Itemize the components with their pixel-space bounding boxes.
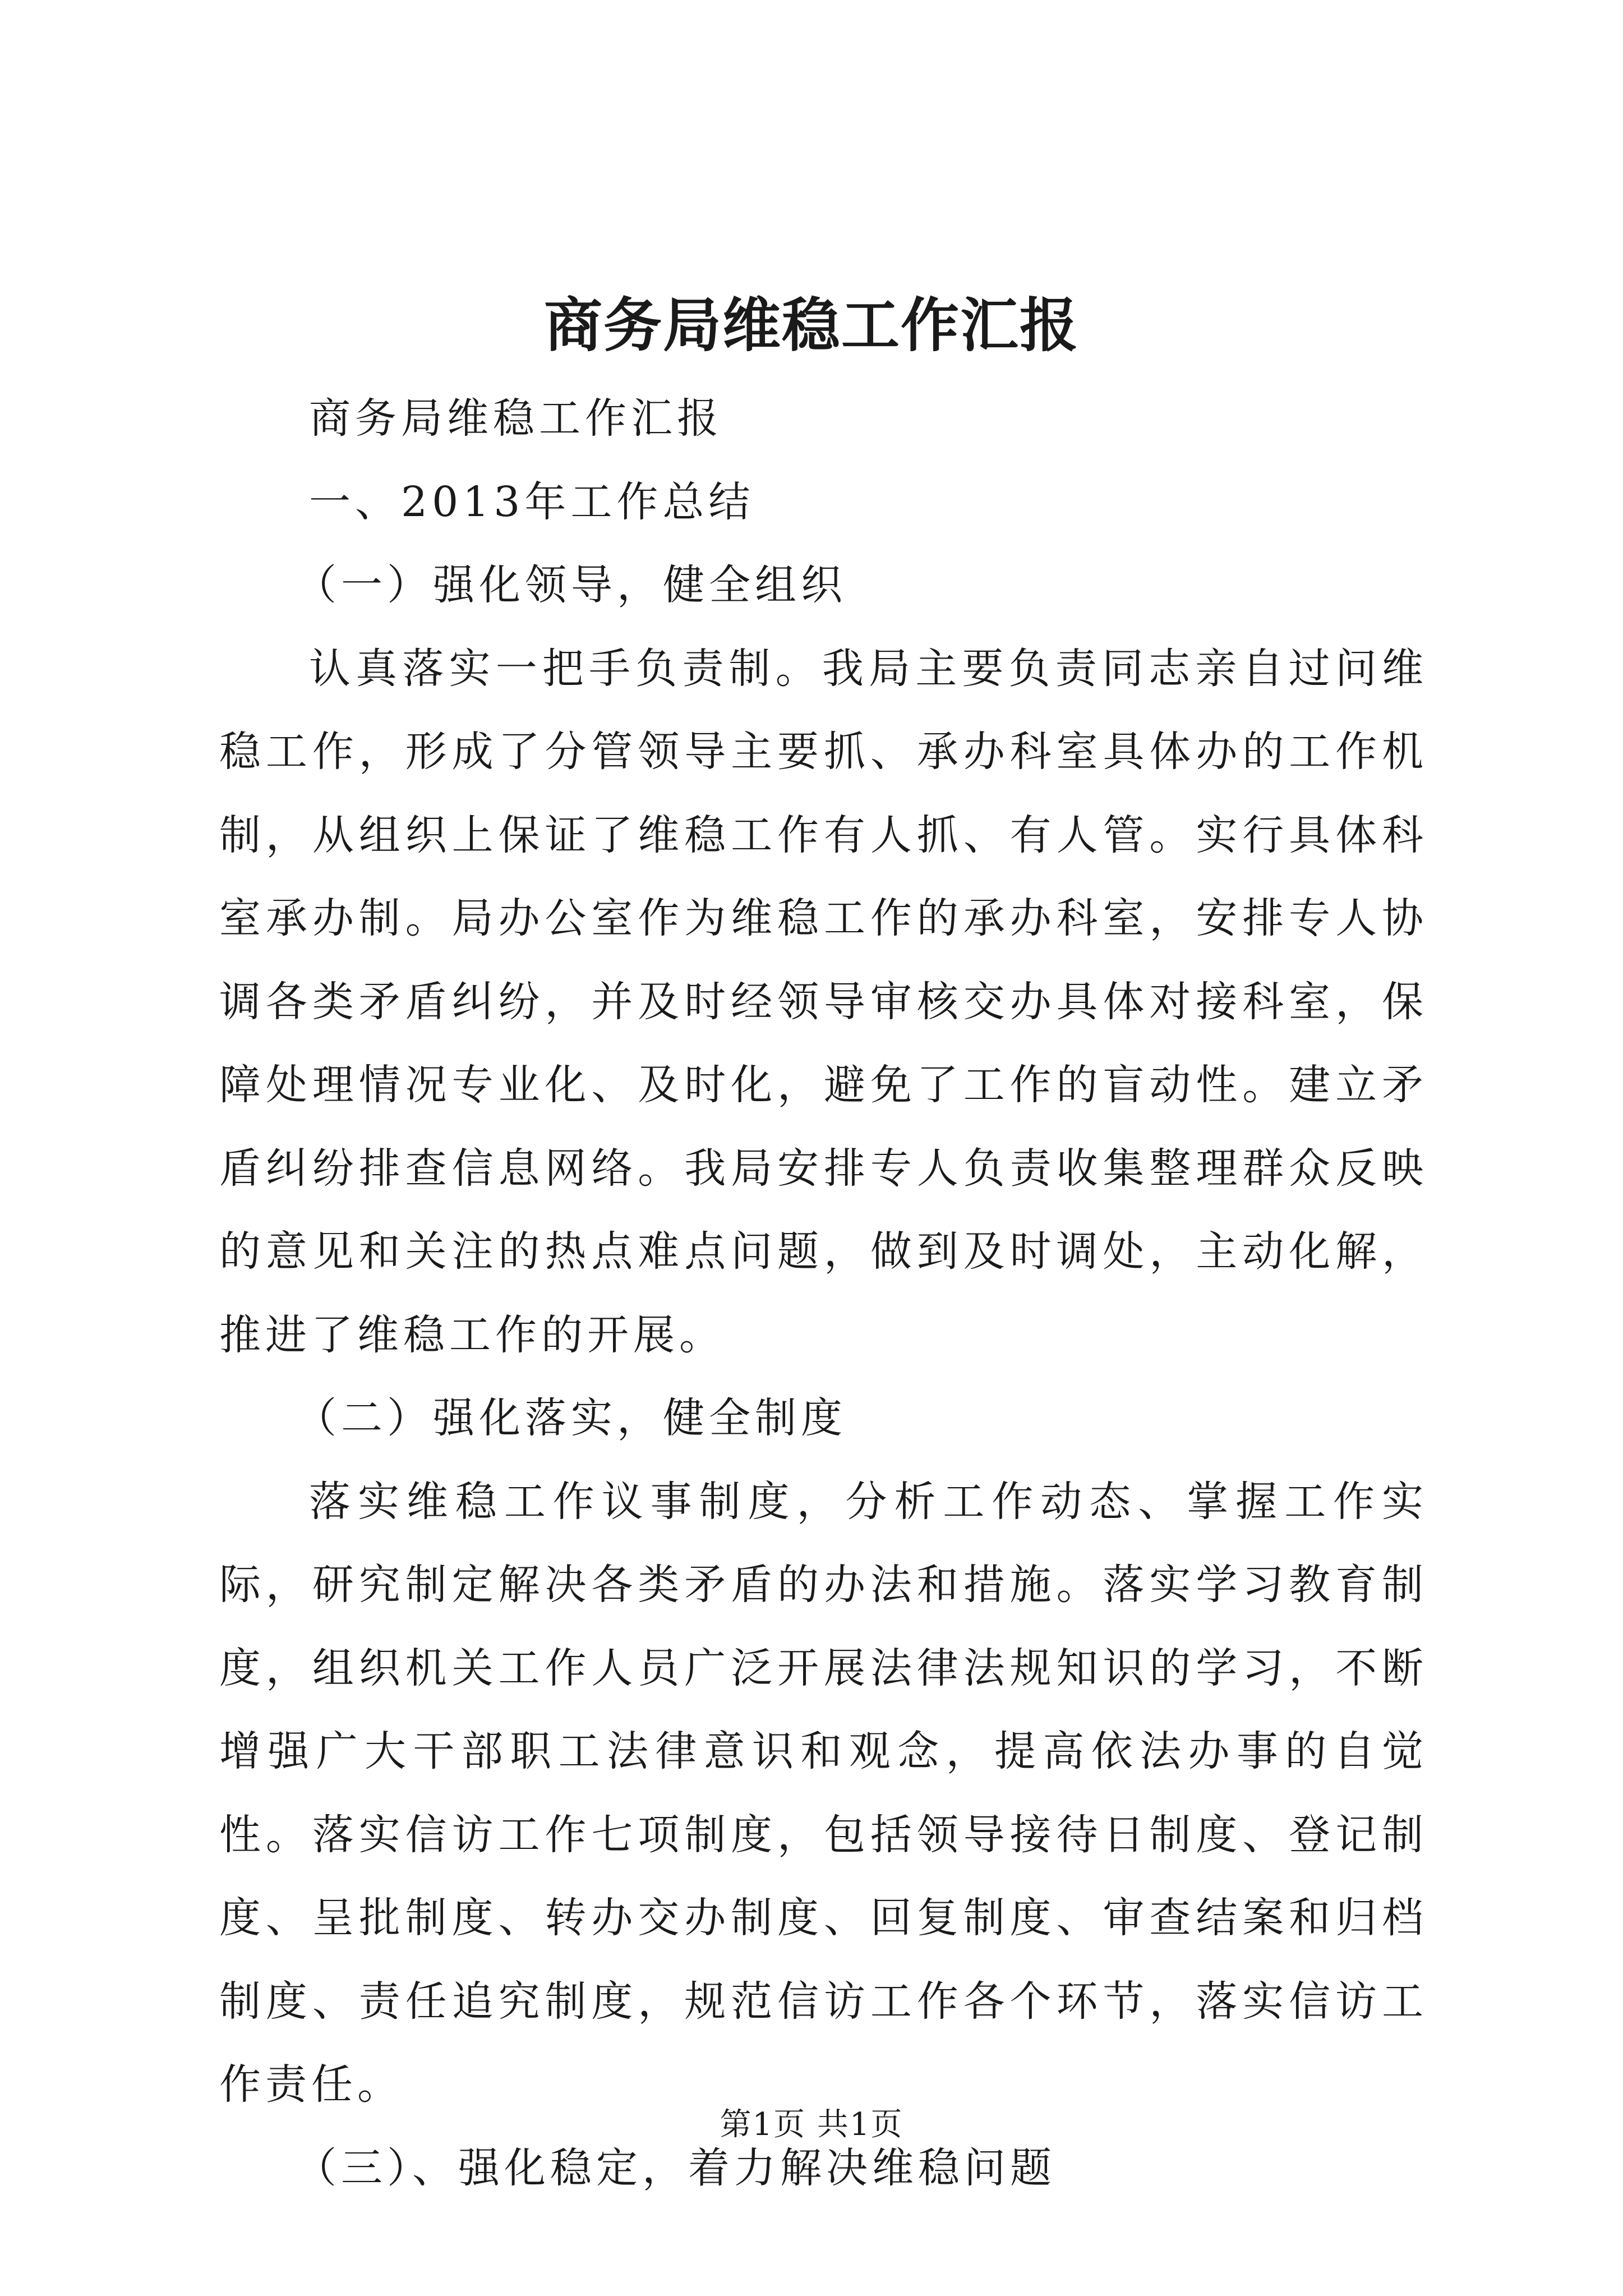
document-title: 商务局维稳工作汇报 — [543, 291, 1079, 360]
page-footer: 第1页 共1页 — [720, 2106, 903, 2143]
section-heading-1: 一、2013年工作总结 — [309, 477, 755, 526]
paragraph-body-2: 落实维稳工作议事制度，分析工作动态、掌握工作实际，研究制定解决各类矛盾的办法和措施。落实学习教育制度，组织机关工作人员广泛开展法律法规知识的学习，不断增强广大干部职工法律意识和观念，提高依法办事的自觉性。落实信访工作七项制度，包括领导接待日制度、登记制度、呈批制度、转办交办制度、回复制度、审查结案和归档制度、责任追究制度，规范信访工作各个环节，落实信访工作责任。 — [219, 1477, 1428, 2109]
paragraph-body-1: 认真落实一把手负责制。我局主要负责同志亲自过问维稳工作，形成了分管领导主要抓、承办科室具体办的工作机制，从组织上保证了维稳工作有人抓、有人管。实行具体科室承办制。局办公室作为维稳工作的承办科室，安排专人协调各类矛盾纠纷，并及时经领导审核交办具体对接科室，保障处理情况专业化、及时化，避免了工作的盲动性。建立矛盾纠纷排查信息网络。我局安排专人负责收集整理群众反映的意见和关注的热点难点问题，做到及时调处，主动化解，推进了维稳工作的开展。 — [219, 644, 1428, 1359]
subsection-heading-3: （三）、强化稳定，着力解决维稳问题 — [295, 2143, 1056, 2192]
subsection-heading-1: （一）强化领导，健全组织 — [295, 561, 847, 609]
subsection-heading-2: （二）强化落实，健全制度 — [295, 1394, 847, 1442]
document-body — [219, 377, 1428, 2210]
paragraph-subtitle: 商务局维稳工作汇报 — [309, 394, 723, 443]
